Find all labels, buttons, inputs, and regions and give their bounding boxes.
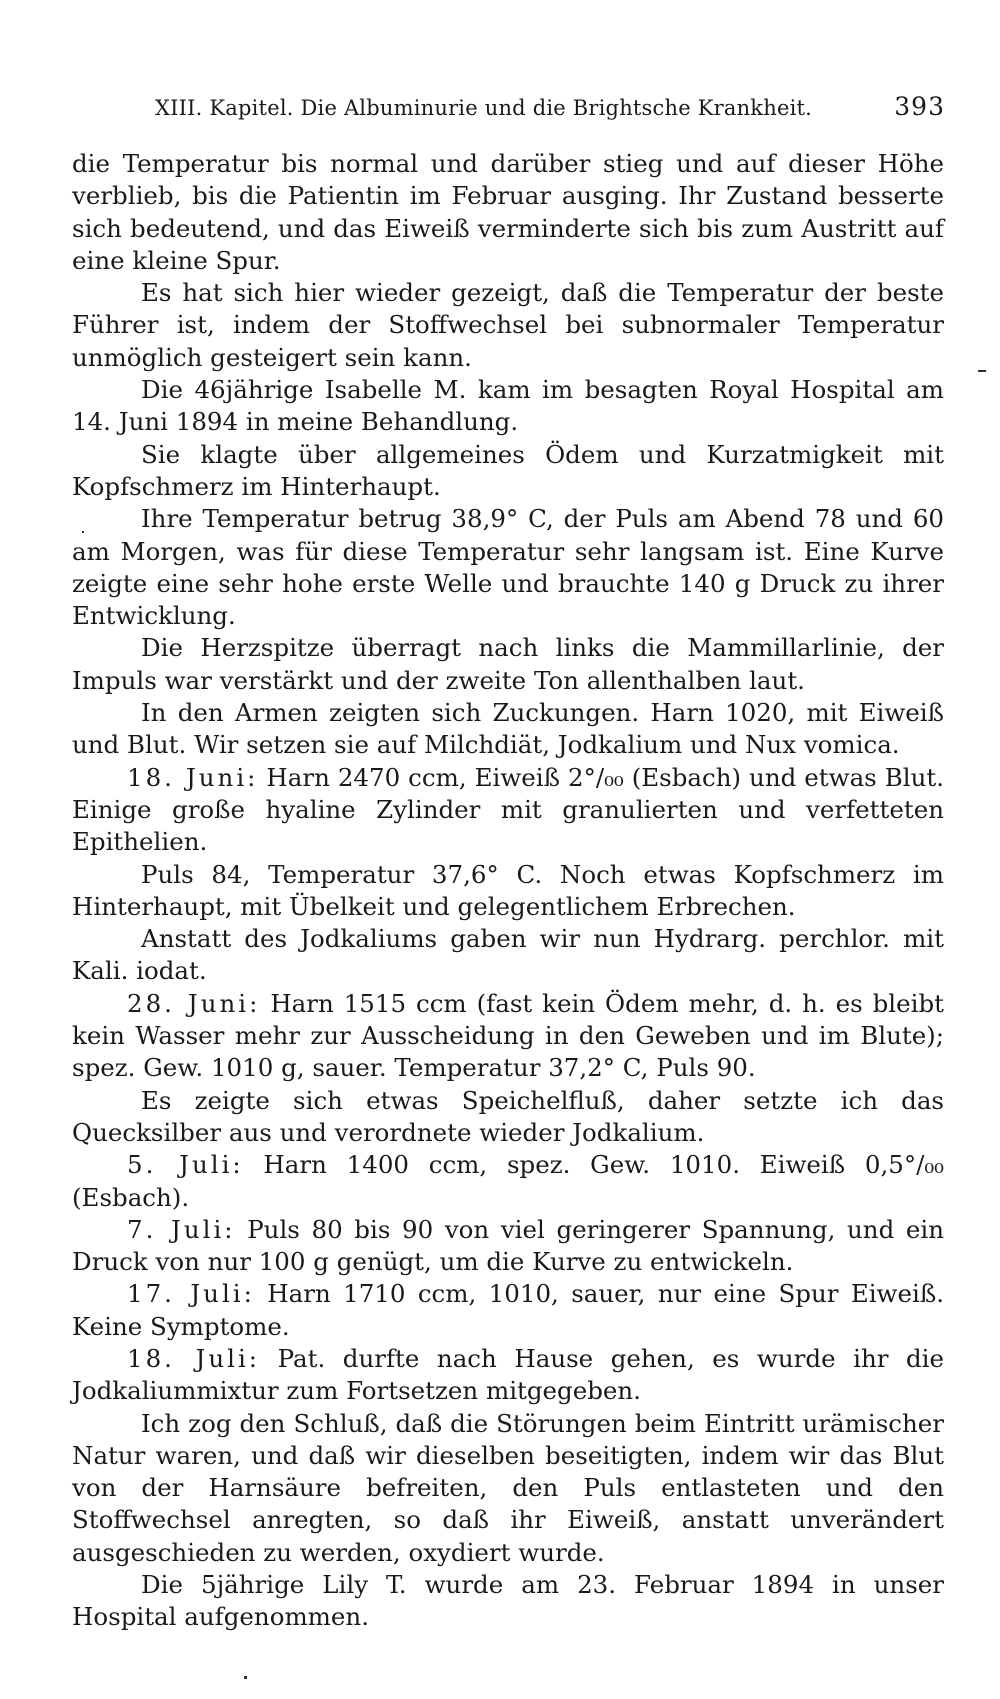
paragraph: die Temperatur bis normal und darüber stieg und auf dieser Höhe verblieb, bis die Patientin im Februar ausging. Ihr Zustand besserte sich bedeutend, und das Eiweiß verminderte sich bis zum Austritt auf eine kleine Spur. — [72, 149, 944, 275]
dated-paragraph: 18. Juni: Harn 2470 ccm, Eiweiß 2°/₀₀ (Esbach) und etwas Blut. Einige große hyaline Zylinder mit granulierten und verfetteten Epithelien. — [72, 762, 944, 857]
paragraph: Ich zog den Schluß, daß die Störungen beim Eintritt urämischer Natur waren, und daß wir dieselben beseitigten, indem wir das Blut von der Harnsäure befreiten, den Puls entlasteten und den Stoffwechsel anregten, so daß ihr Eiweiß, anstatt unverändert ausgeschieden zu werden, oxydiert wurde. — [72, 1408, 944, 1567]
paragraph: Die Herzspitze überragt nach links die Mammillarlinie, der Impuls war verstärkt und der zweite Ton allenthalben laut. — [72, 633, 944, 695]
speck-mark — [82, 531, 84, 533]
speck-mark — [244, 1676, 247, 1679]
running-title: XIII. Kapitel. Die Albuminurie und die Brightsche Krankheit. — [155, 96, 813, 120]
margin-mark — [978, 370, 986, 372]
dated-paragraph: 17. Juli: Harn 1710 ccm, 1010, sauer, nur eine Spur Eiweiß. Keine Symptome. — [72, 1279, 944, 1341]
dated-paragraph: 5. Juli: Harn 1400 ccm, spez. Gew. 1010. Eiweiß 0,5°/₀₀ (Esbach). — [72, 1150, 944, 1212]
paragraph: Anstatt des Jodkaliums gaben wir nun Hydrarg. perchlor. mit Kali. iodat. — [72, 924, 944, 986]
paragraph: Die 5jährige Lily T. wurde am 23. Februar 1894 in unser Hospital aufgenommen. — [72, 1570, 944, 1632]
entry-date: 7. Juli: — [127, 1214, 236, 1244]
paragraph: Ihre Temperatur betrug 38,9° C, der Puls am Abend 78 und 60 am Morgen, was für diese Temperatur sehr langsam ist. Eine Kurve zeigte eine sehr hohe erste Welle und brauchte 140 g Druck zu ihrer Entwicklung. — [72, 504, 944, 631]
page-number: 393 — [894, 92, 945, 121]
paragraph: Sie klagte über allgemeines Ödem und Kurzatmigkeit mit Kopfschmerz im Hinterhaupt. — [72, 439, 944, 501]
entry-date: 18. Juli: — [127, 1343, 261, 1373]
paragraph: Puls 84, Temperatur 37,6° C. Noch etwas Kopfschmerz im Hinterhaupt, mit Übelkeit und gelegentlichem Erbrechen. — [72, 859, 944, 921]
entry-date: 17. Juli: — [127, 1279, 255, 1309]
entry-date: 28. Juni: — [127, 988, 261, 1018]
entry-date: 18. Juni: — [127, 762, 259, 792]
paragraph: Es hat sich hier wieder gezeigt, daß die Temperatur der beste Führer ist, indem der Stoffwechsel bei subnormaler Temperatur unmöglich gesteigert sein kann. — [72, 278, 944, 372]
dated-paragraph: 7. Juli: Puls 80 bis 90 von viel geringerer Spannung, und ein Druck von nur 100 g genügt, um die Kurve zu entwickeln. — [72, 1214, 944, 1277]
dated-paragraph: 28. Juni: Harn 1515 ccm (fast kein Ödem mehr, d. h. es bleibt kein Wasser mehr zur Ausscheidung in den Geweben und im Blute); spez. Gew. 1010 g, sauer. Temperatur 37,2° C, Puls 90. — [72, 988, 944, 1083]
running-head — [155, 92, 945, 121]
paragraph: Es zeigte sich etwas Speichelfluß, daher setzte ich das Quecksilber aus und verordnete wieder Jodkalium. — [72, 1085, 944, 1147]
paragraph: In den Armen zeigten sich Zuckungen. Harn 1020, mit Eiweiß und Blut. Wir setzen sie auf Milchdiät, Jodkalium und Nux vomica. — [72, 698, 944, 760]
dated-paragraph: 18. Juli: Pat. durfte nach Hause gehen, es wurde ihr die Jodkaliummixtur zum Fortsetzen mitgegeben. — [72, 1343, 945, 1406]
entry-date: 5. Juli: — [127, 1150, 244, 1180]
body-text — [72, 148, 944, 1634]
paragraph: Die 46jährige Isabelle M. kam im besagten Royal Hospital am 14. Juni 1894 in meine Behandlung. — [72, 375, 944, 437]
